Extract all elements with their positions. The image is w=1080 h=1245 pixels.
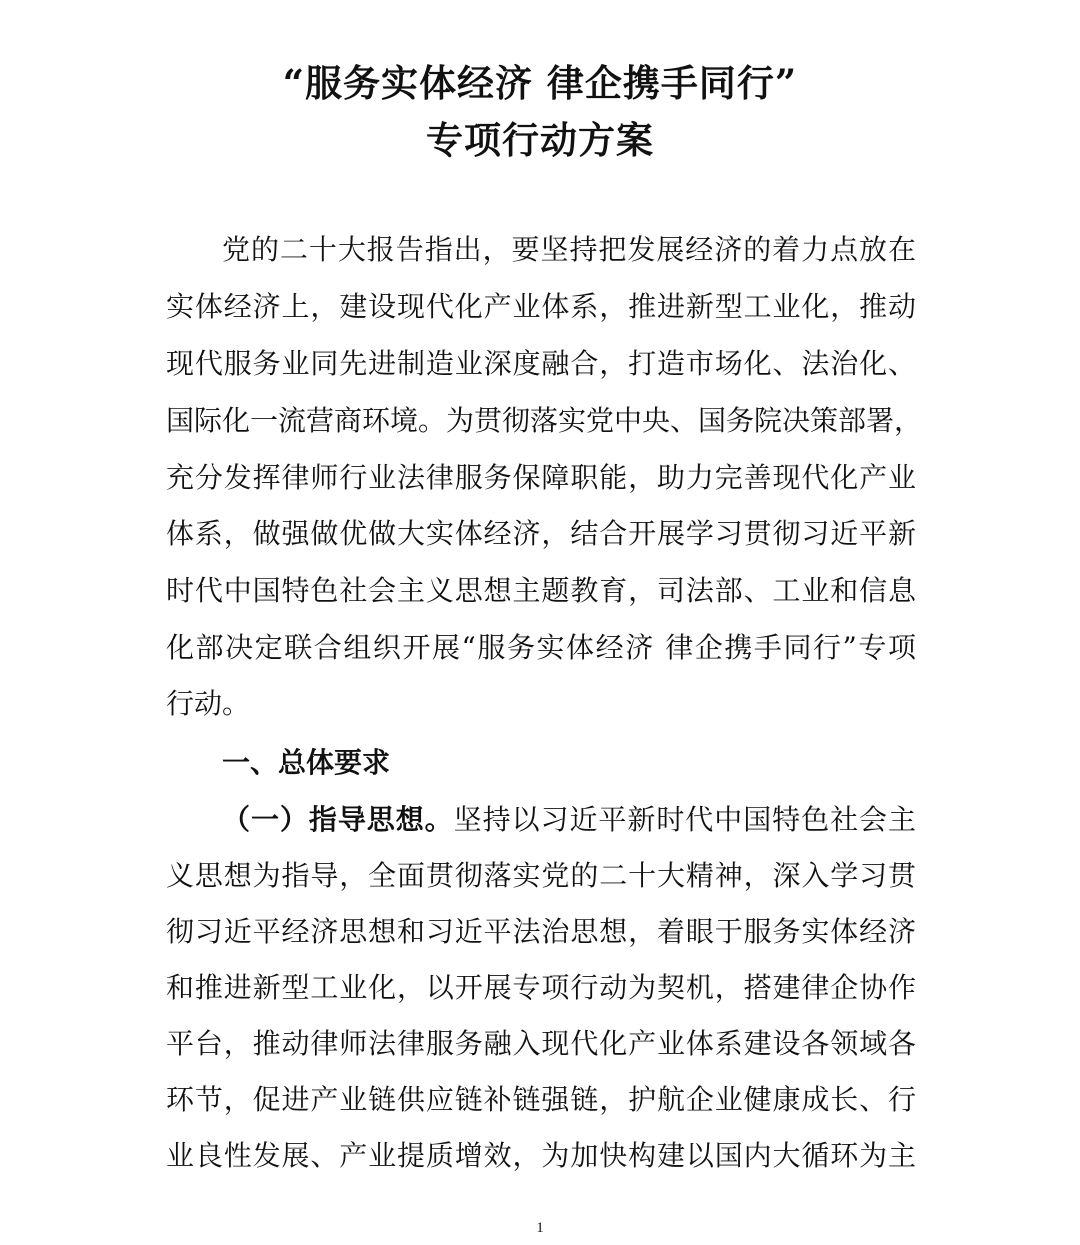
subsection-1-line-2: 义思想为指导，全面贯彻落实党的二十大精神，深入学习贯 xyxy=(166,859,916,892)
intro-line-6: 体系，做强做优做大实体经济，结合开展学习贯彻习近平新 xyxy=(166,517,916,550)
intro-line-8: 化部决定联合组织开展“服务实体经济 律企携手同行”专项 xyxy=(166,631,916,664)
intro-line-4: 国际化一流营商环境。为贯彻落实党中央、国务院决策部署， xyxy=(166,404,923,437)
subsection-1-line-1-text: 坚持以习近平新时代中国特色社会主 xyxy=(453,803,916,836)
document-title-line-2: 专项行动方案 xyxy=(426,118,654,162)
intro-line-2: 实体经济上，建设现代化产业体系，推进新型工业化，推动 xyxy=(166,290,916,323)
document-title-line-1: “服务实体经济 律企携手同行” xyxy=(282,61,798,105)
intro-line-1: 党的二十大报告指出，要坚持把发展经济的着力点放在 xyxy=(222,233,916,266)
subsection-1-line-5: 平台，推动律师法律服务融入现代化产业体系建设各领域各 xyxy=(166,1027,916,1060)
intro-line-3: 现代服务业同先进制造业深度融合，打造市场化、法治化、 xyxy=(166,347,916,380)
subsection-1-line-3: 彻习近平经济思想和习近平法治思想，着眼于服务实体经济 xyxy=(166,915,916,948)
page-number: 1 xyxy=(536,1220,544,1236)
subsection-1-line-4: 和推进新型工业化，以开展专项行动为契机，搭建律企协作 xyxy=(166,971,916,1004)
intro-line-9: 行动。 xyxy=(166,687,251,720)
section-heading-general-requirements: 一、总体要求 xyxy=(222,746,391,779)
subsection-1-label: （一）指导思想。 xyxy=(222,803,454,836)
subsection-1-line-1 xyxy=(222,800,916,840)
intro-line-5: 充分发挥律师行业法律服务保障职能，助力完善现代化产业 xyxy=(166,461,916,494)
subsection-1-line-7: 业良性发展、产业提质增效，为加快构建以国内大循环为主 xyxy=(166,1139,916,1172)
intro-line-7: 时代中国特色社会主义思想主题教育，司法部、工业和信息 xyxy=(166,574,916,607)
subsection-1-line-6: 环节，促进产业链供应链补链强链，护航企业健康成长、行 xyxy=(166,1083,916,1116)
